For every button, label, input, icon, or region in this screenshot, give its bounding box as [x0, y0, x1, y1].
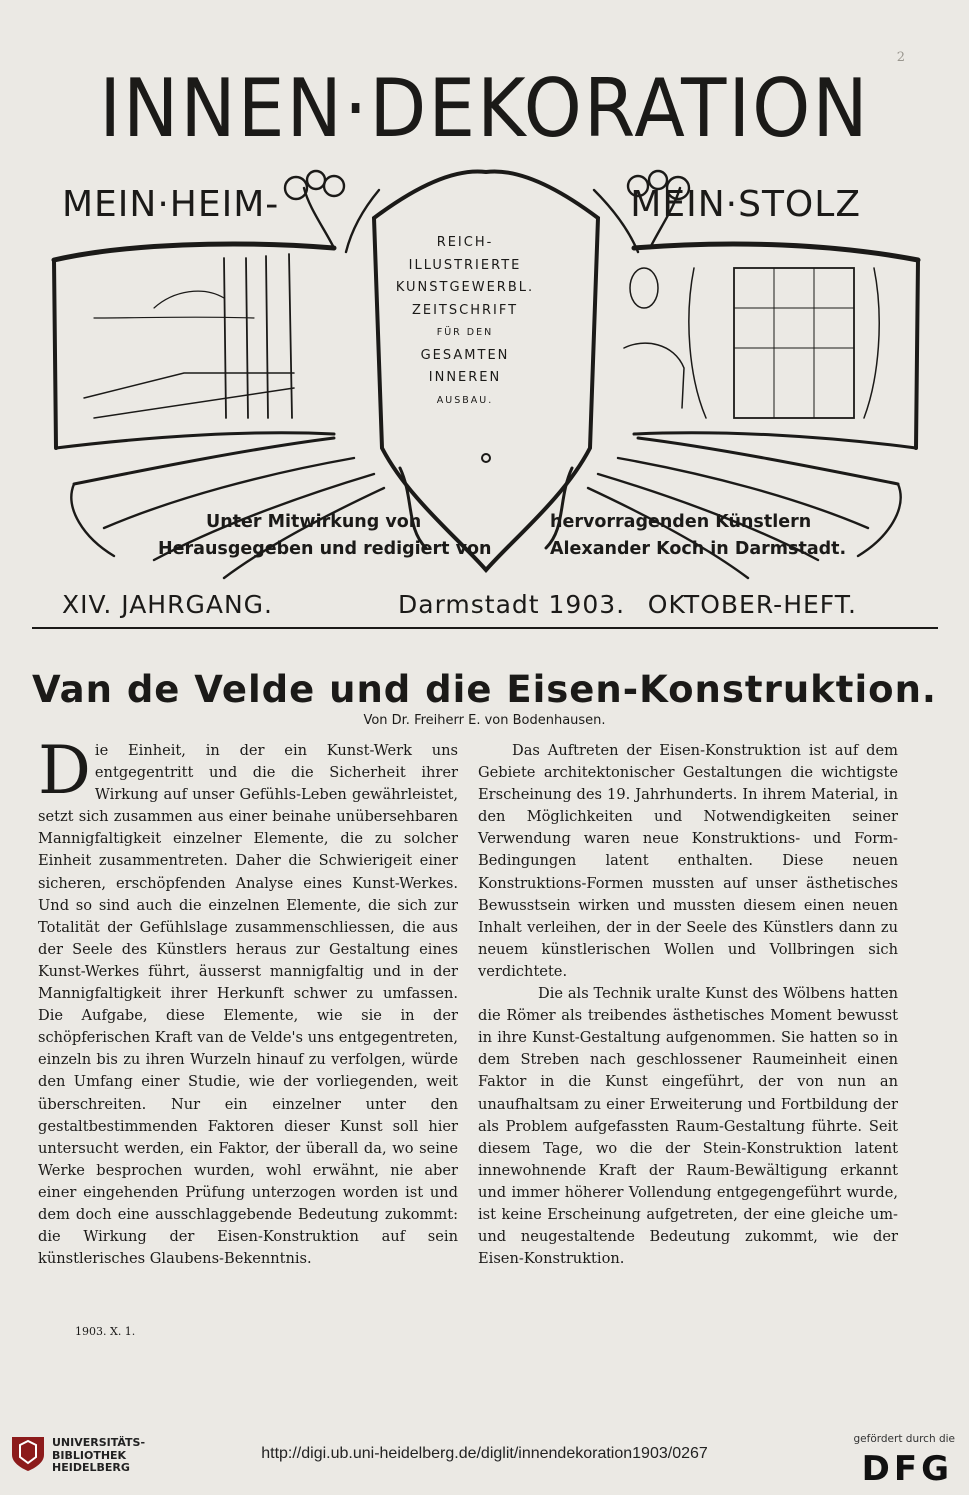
library-line: UNIVERSITÄTS- [52, 1436, 146, 1449]
motto-left: MEIN·HEIM- [62, 184, 280, 225]
masthead-divider [32, 627, 938, 629]
issue-signature: 1903. X. 1. [75, 1325, 136, 1338]
library-line: BIBLIOTHEK [52, 1448, 127, 1462]
credit-right-1: hervorragenden Künstlern [550, 512, 812, 532]
paragraph [38, 732, 458, 1270]
subtitle-line: INNEREN [428, 370, 502, 385]
paragraph-text: ie Einheit, in der ein Kunst-Werk uns entgegentritt und die die Sicherheit ihrer Wirkung auf unser Gefühls-Leben gewährleistet, setzt sich zusammen aus einer beinahe unübersehbaren Mannigfaltigkeit einzelner Elemente, die zu solcher Einheit zusammentreten. Daher die Schwierigeit einer sicheren, erschöpfenden Analyse eines Kunst-Werkes. Und so sind auch die einzelnen Elemente, die sich zur Totalität der Gefühlslage zusammenschliessen, die aus der Seele des Künstlers heraus zur Gestaltung eines Kunst-Werkes führt, äusserst mannigfaltig und in der Mannigfaltigkeit ihrer Herkunft schwer zu umfassen. Die Aufgabe, diese Elemente, wie sie in der schöpferischen Kraft van de Velde's uns entgegentreten, einzeln bis zu ihren Wurzeln hinauf zu verfolgen, würde den Umfang einer Studie, wie der vorliegenden, weit überschreiten. Nur ein einzelner unter den gestaltbestimmenden Faktoren dieser Kunst soll hier untersucht werden, ein Faktor, der überall da, wo seine Werke besprochen wurden, wohl erwähnt, nie aber einer eingehenden Prüfung unterzogen worden ist und dem doch eine ausschlaggebende Bedeutung zukommt: die Wirkung der Eisen-Konstruktion auf sein künstlerisches Glaubens-Bekenntnis. [38, 742, 458, 1268]
credit-left-2: Herausgegeben und redigiert von [158, 539, 492, 559]
volume-label: XIV. JAHRGANG. [62, 590, 273, 619]
drop-cap: D [38, 732, 91, 809]
source-url-link[interactable]: http://digi.ub.uni-heidelberg.de/diglit/innendekoration1903/0267 [261, 1445, 708, 1462]
credit-left-1: Unter Mitwirkung von [206, 512, 422, 532]
article-column-left [38, 732, 458, 1270]
credit-right-2: Alexander Koch in Darmstadt. [550, 539, 847, 559]
place-year: Darmstadt 1903. [398, 590, 626, 619]
funding-note: gefördert durch die [853, 1433, 955, 1445]
issue-label: OKTOBER-HEFT. [647, 590, 857, 619]
subtitle-line: GESAMTEN [420, 347, 510, 363]
subtitle-line: ZEITSCHRIFT [411, 302, 519, 318]
motto-right: MEIN·STOLZ [630, 184, 861, 225]
subtitle-line: KUNSTGEWERBL. [395, 280, 535, 295]
library-line: HEIDELBERG [52, 1461, 130, 1474]
magazine-subtitle [375, 232, 555, 412]
paragraph: Das Auftreten der Eisen-Konstruktion ist auf dem Gebiete architektonischer Gestaltungen die wichtigste Erscheinung des 19. Jahrhunderts. In ihrem Material, in den Möglichkeiten und Notwendigkeiten seiner Verwendung waren neue Konstruktions- und Form-Bedingungen latent enthalten. Diese neuen Konstruktions-Formen mussten auf unser ästhetisches Bewusstsein wirken und mussten diesem einen neuen Inhalt verleihen, der in der Seele des Künstlers dann zu neuem künstlerischen Wollen und Vollbringen sich verdichtete. [478, 742, 898, 980]
subtitle-line: FÜR DEN [436, 327, 494, 338]
subtitle-line: REICH- [436, 235, 494, 250]
subtitle-line: ILLUSTRIERTE [408, 257, 522, 273]
dfg-logo: DFG [861, 1449, 953, 1489]
paragraph: Die als Technik uralte Kunst des Wölbens hatten die Römer als treibendes ästhetisches Moment bewusst in ihre Kunst-Gestaltung aufgenommen. Sie hatten so in dem Streben nach geschlossener Raumeinheit einen Faktor in die Kunst eingeführt, der von nun an unaufhaltsam zu einer Erweiterung und Fortbildung der als Problem aufgefassten Raum-Gestaltung führte. Seit diesem Tage, wo die der Stein-Konstruktion latent innewohnende Kraft der Raum-Bewältigung erkannt und immer höherer Vollendung entgegengeführt wurde, ist keine Erscheinung aufgetreten, der eine gleiche um- und neugestaltende Bedeutung zukommt, wie der Eisen-Konstruktion. [478, 985, 898, 1268]
page-number: 2 [896, 50, 905, 65]
subtitle-line: AUSBAU. [436, 394, 494, 406]
masthead-title: INNEN·DEKORATION [99, 62, 870, 156]
footer-bar [0, 1413, 969, 1495]
article-byline: Von Dr. Freiherr E. von Bodenhausen. [363, 713, 606, 728]
article-title: Van de Velde und die Eisen-Konstruktion. [32, 668, 937, 711]
article-column-right [478, 740, 898, 1270]
